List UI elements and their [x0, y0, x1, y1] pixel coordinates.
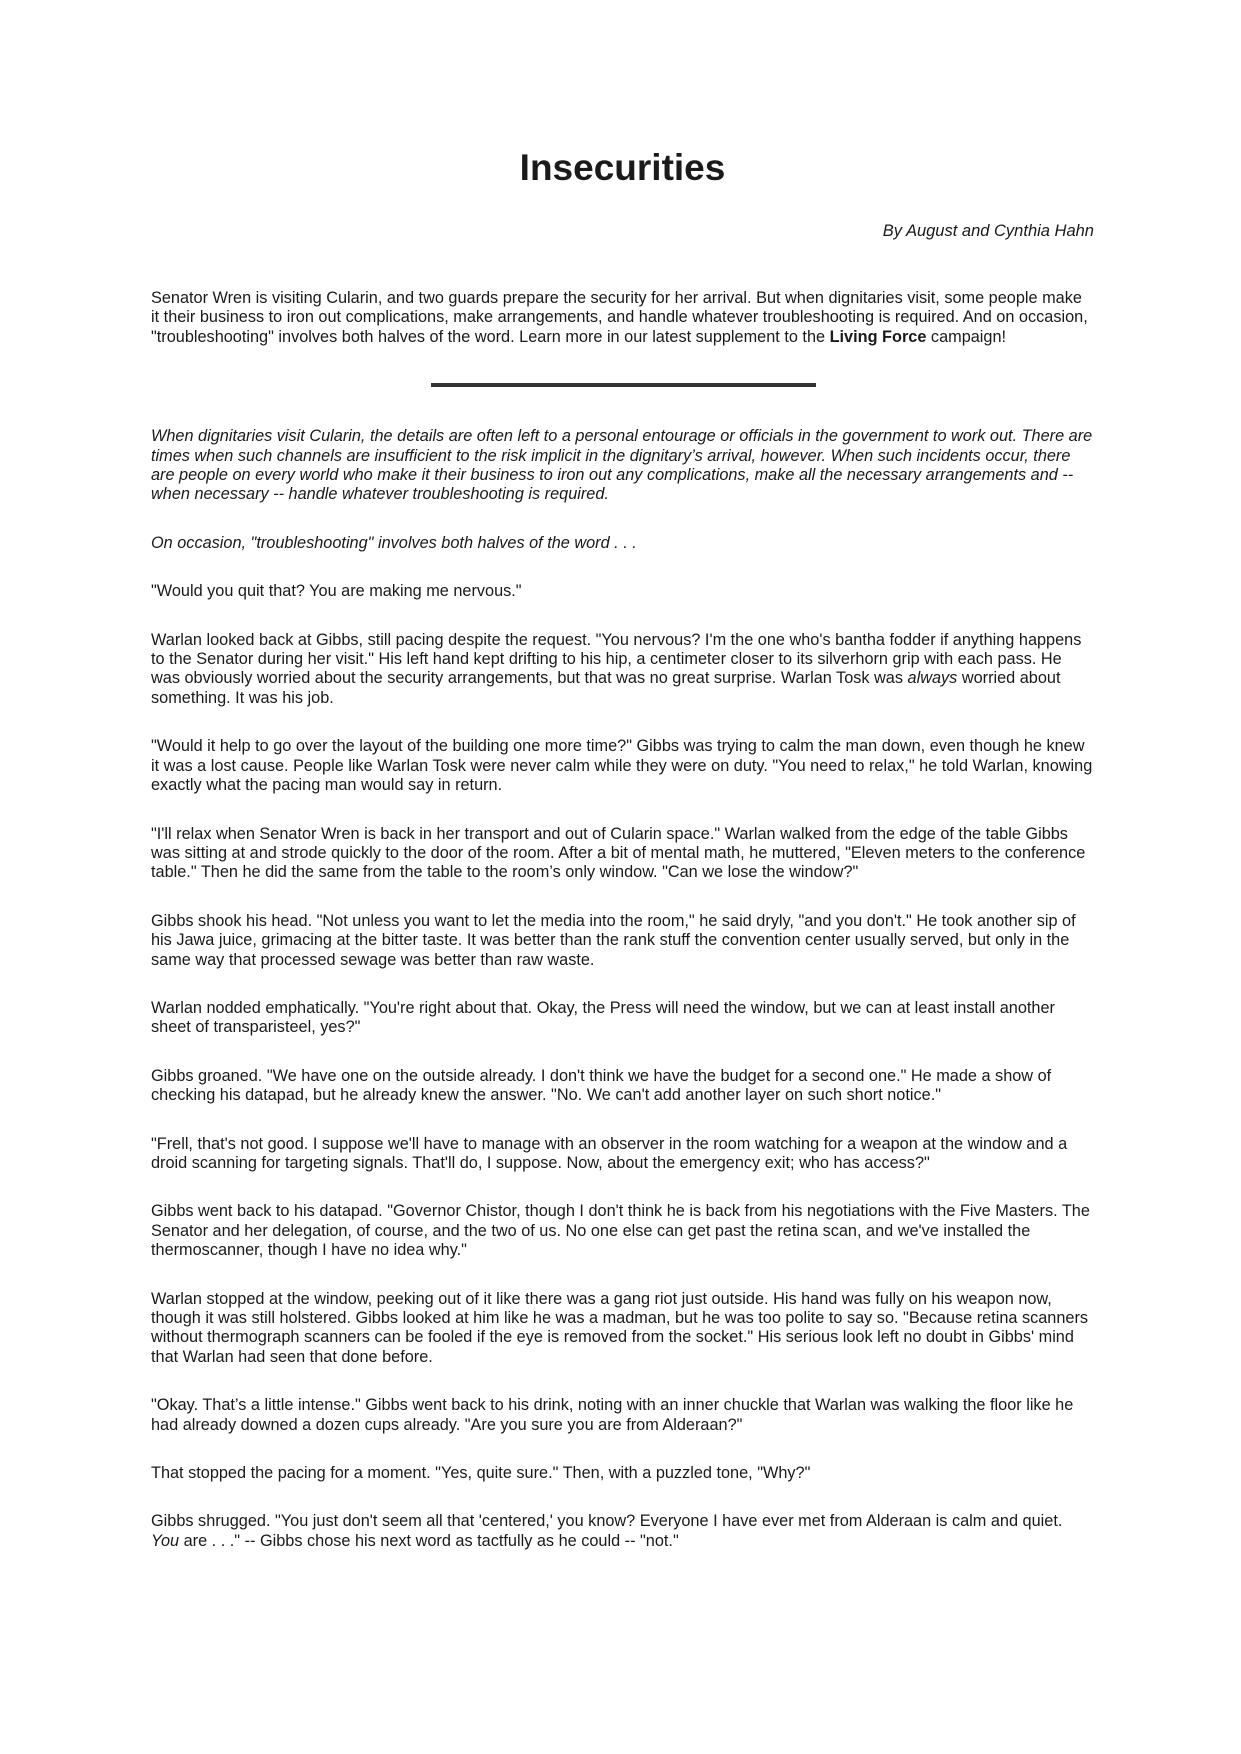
emphasis-text: You — [151, 1531, 180, 1550]
story-paragraph: "Okay. That’s a little intense." Gibbs went back to his drink, noting with an inner chuckle that Warlan was walking the floor like he had already downed a dozen cups already. "Are you sure you are from Alderaan?" — [151, 1396, 1074, 1434]
summary-paragraph — [151, 289, 1094, 347]
intro-paragraph: On occasion, "troubleshooting" involves both halves of the word . . . — [151, 533, 637, 552]
story-paragraph: Warlan nodded emphatically. "You're right about that. Okay, the Press will need the window, but we can at least install another sheet of transparisteel, yes?" — [151, 998, 1055, 1037]
author-byline: By August and Cynthia Hahn — [882, 222, 1094, 240]
story-paragraph: "Would you quit that? You are making me nervous." — [151, 582, 522, 601]
story-paragraph: "Would it help to go over the layout of the building one more time?" Gibbs was trying to calm the man down, even though he knew it was a lost cause. People like Warlan Tosk were never calm while they were on duty. "You need to relax," he told Warlan, knowing exactly what the pacing man would say in return. — [151, 737, 1093, 795]
story-text: Gibbs shrugged. "You just don't seem all that 'centered,' you know? Everyone I have ever met from Alderaan is calm and quiet. — [151, 1512, 1063, 1531]
story-text: worried about something. It was his job. — [151, 669, 1061, 707]
story-paragraph: Warlan stopped at the window, peeking out of it like there was a gang riot just outside. His hand was fully on his weapon now, though it was still holstered. Gibbs looked at him like he was a madman, but he was too polite to say so. "Because retina scanners without thermograph scanners can be fooled if the eye is removed from the socket." His serious look left no doubt in Gibbs' mind that Warlan had seen that done before. — [151, 1289, 1089, 1366]
story-paragraph: Gibbs shook his head. "Not unless you want to let the media into the room," he said dryly, "and you don't." He took another sip of his Jawa juice, grimacing at the bitter taste. It was better than the rank stuff the convention center usually served, but only in the same way that processed sewage was better than raw waste. — [151, 911, 1076, 969]
section-divider — [151, 383, 1094, 387]
divider-line — [431, 383, 816, 387]
campaign-name: Living Force — [829, 327, 927, 346]
story-text: are . . ." -- Gibbs chose his next word as tactfully as he could -- "not." — [179, 1531, 679, 1550]
story-paragraph: Gibbs went back to his datapad. "Governor Chistor, though I don't think he is back from his negotiations with the Five Masters. The Senator and her delegation, of course, and the two of us. No one else can get past the retina scan, and we've installed the thermoscanner, though I have no idea why." — [151, 1202, 1090, 1260]
page-title: Insecurities — [519, 147, 726, 188]
story-paragraph: Gibbs groaned. "We have one on the outside already. I don't think we have the budget for a second one." He made a show of checking his datapad, but he already knew the answer. "No. We can't add another layer on such short notice." — [151, 1066, 1052, 1105]
summary-text-end: campaign! — [926, 327, 1007, 346]
summary-text: Senator Wren is visiting Cularin, and two guards prepare the security for her arrival. But when dignitaries visit, some people make it their business to iron out complications, make arrangements, and handle whatever troubleshooting is required. And on occasion, "troubleshooting" involves both halves of the word. Learn more in our latest supplement to the — [151, 289, 1088, 346]
emphasis-text: always — [907, 669, 958, 688]
story-paragraph: "Frell, that's not good. I suppose we'll have to manage with an observer in the room watching for a weapon at the window and a droid scanning for targeting signals. That'll do, I suppose. Now, about the emergency exit; who has access?" — [151, 1134, 1068, 1172]
intro-paragraph: When dignitaries visit Cularin, the details are often left to a personal entourage or officials in the government to work out. There are times when such channels are insufficient to the risk implicit in the dignitary’s arrival, however. When such incidents occur, there are people on every world who make it their business to iron out any complications, make all the necessary arrangements and -- when necessary -- handle whatever troubleshooting is required. — [151, 427, 1093, 504]
story-text: Warlan looked back at Gibbs, still pacing despite the request. "You nervous? I'm the one who's bantha fodder if anything happens to the Senator during her visit." His left hand kept drifting to his hip, a centimeter closer to its silverhorn grip with each pass. He was obviously worried about the security arrangements, but that was no great surprise. Warlan Tosk was — [151, 630, 1082, 688]
story-paragraph: "I'll relax when Senator Wren is back in her transport and out of Cularin space." Warlan walked from the edge of the table Gibbs was sitting at and strode quickly to the door of the room. After a bit of mental math, he muttered, "Eleven meters to the conference table." Then he did the same from the table to the room’s only window. "Can we lose the window?" — [151, 824, 1086, 882]
article-body — [151, 289, 1094, 1580]
story-paragraph: That stopped the pacing for a moment. "Yes, quite sure." Then, with a puzzled tone, "Why?" — [151, 1464, 811, 1483]
story-paragraph — [151, 1512, 1094, 1551]
story-paragraph — [151, 631, 1094, 709]
